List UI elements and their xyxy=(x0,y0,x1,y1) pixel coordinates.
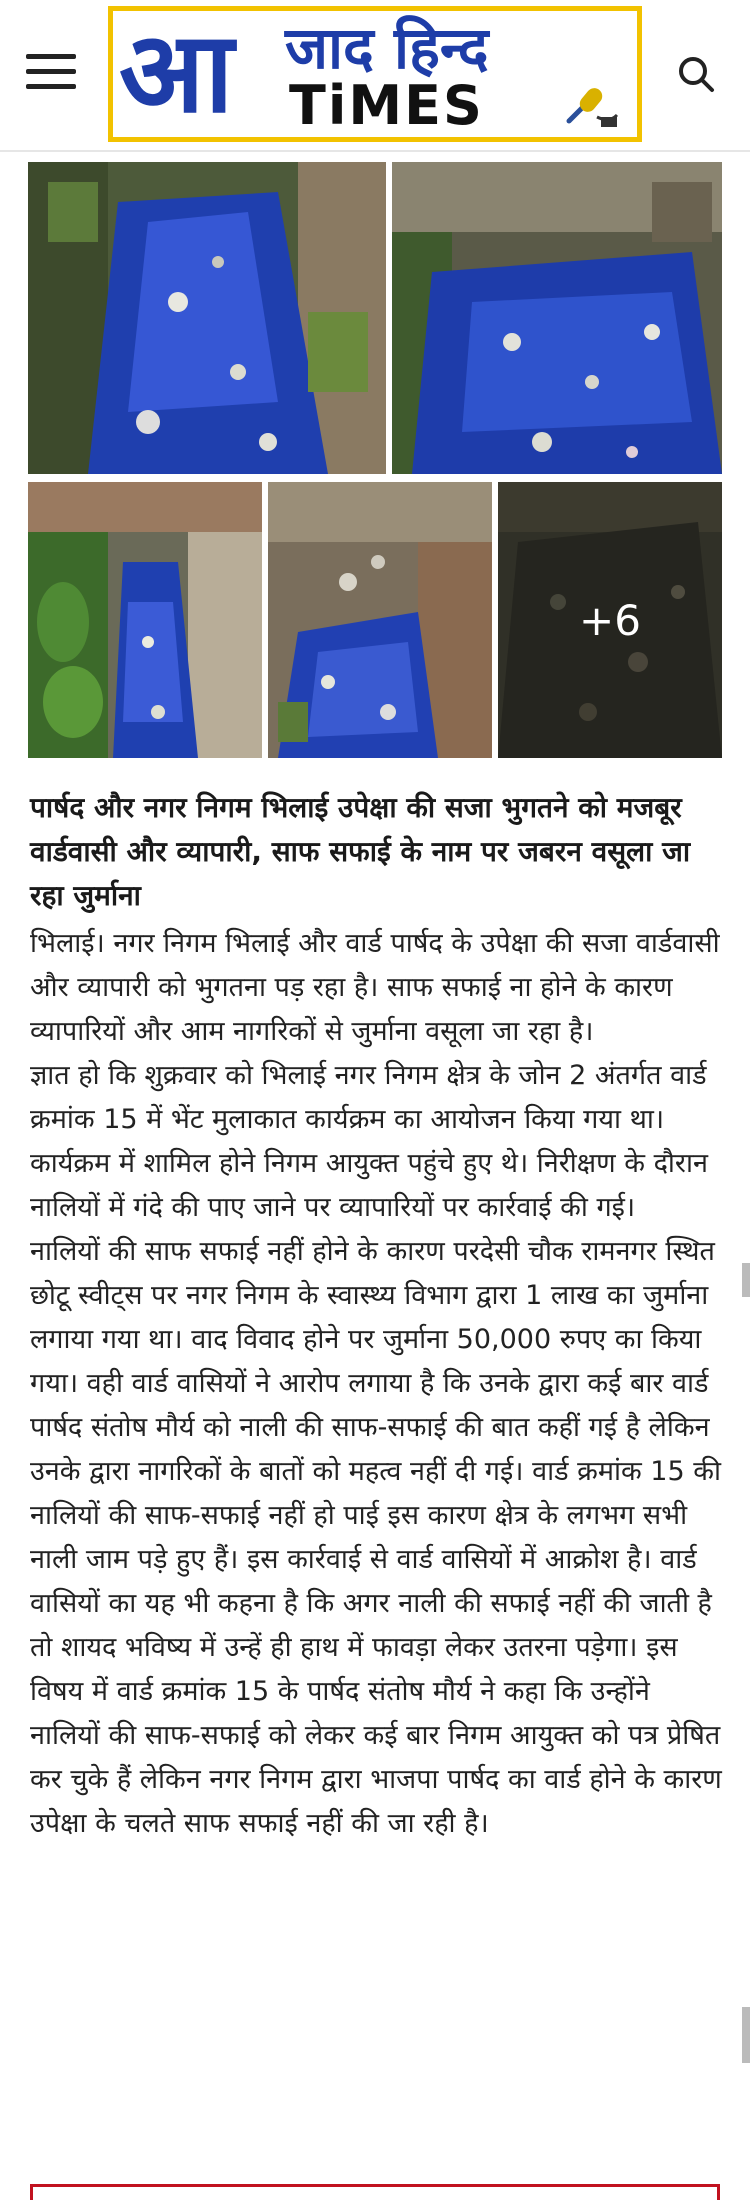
scroll-indicator[interactable] xyxy=(742,1263,750,1297)
logo-hindi-text: जाद हिन्द xyxy=(285,14,489,82)
article-paragraph-1: भिलाई। नगर निगम भिलाई और वार्ड पार्षद के उपेक्षा की सजा वार्डवासी और व्यापारी को भुगतना पड़ रहा है। साफ सफाई ना होने के कारण व्यापारियों और आम नागरिकों से जुर्माना वसूला जा रहा है। xyxy=(30,928,720,1047)
article-paragraph-2: ज्ञात हो कि शुक्रवार को भिलाई नगर निगम क्षेत्र के जोन 2 अंतर्गत वार्ड क्रमांक 15 में भेंट मुलाकात कार्यक्रम का आयोजन किया गया था। कार्यक्रम में शामिल होने निगम आयुक्त पहुंचे हुए थे। निरीक्षण के दौरान नालियों में गंदे की पाए जाने पर व्यापारियों पर कार्रवाई की गई। xyxy=(30,1060,708,1223)
gallery-more-photos[interactable] xyxy=(498,482,722,758)
logo-times-text: TiMES xyxy=(289,74,484,137)
more-photos-count: +6 xyxy=(498,482,722,758)
search-icon[interactable] xyxy=(672,50,722,100)
gallery-photo-1[interactable] xyxy=(28,162,386,474)
footer-box-edge xyxy=(30,2184,720,2200)
scroll-indicator-lower[interactable] xyxy=(742,2007,750,2063)
microphone-icon xyxy=(561,77,621,133)
hamburger-menu-icon[interactable] xyxy=(26,54,76,96)
gallery-photo-2[interactable] xyxy=(392,162,722,474)
gallery-photo-4[interactable] xyxy=(268,482,492,758)
article-headline: पार्षद और नगर निगम भिलाई उपेक्षा की सजा भुगतने को मजबूर वार्डवासी और व्यापारी, साफ सफाई के नाम पर जबरन वसूला जा रहा जुर्माना xyxy=(30,791,691,912)
article-body xyxy=(30,922,724,1846)
article-paragraph-3: नालियों की साफ सफाई नहीं होने के कारण परदेसी चौक रामनगर स्थित छोटू स्वीट्स पर नगर निगम के स्वास्थ्य विभाग द्वारा 1 लाख का जुर्माना लगाया गया था। वाद विवाद होने पर जुर्माना 50,000 रुपए का किया गया। वही वार्ड वासियों ने आरोप लगाया है कि उनके द्वारा कई बार वार्ड पार्षद संतोष मौर्य को नाली की साफ-सफाई की बात कहीं गई है लेकिन उनके द्वारा नागरिकों के बातों को महत्व नहीं दी गई। वार्ड क्रमांक 15 की नालियों की साफ-सफाई नहीं हो पाई इस कारण क्षेत्र के लगभग सभी नाली जाम पड़े हुए हैं। इस कार्रवाई से वार्ड वासियों में आक्रोश है। वार्ड वासियों का यह भी कहना है कि अगर नाली की सफाई नहीं की जाती है तो शायद भविष्य में उन्हें ही हाथ में फावड़ा लेकर उतरना पड़ेगा। इस विषय में वार्ड क्रमांक 15 के पार्षद संतोष मौर्य ने कहा कि उन्होंने नालियों की साफ-सफाई को लेकर कई बार निगम आयुक्त को पत्र प्रेषित कर चुके हैं लेकिन नगर निगम द्वारा भाजपा पार्षद का वार्ड होने के कारण उपेक्षा के चलते साफ सफाई नहीं की जा रही है। xyxy=(30,1236,722,1839)
logo-letter-aa: आ xyxy=(119,8,234,138)
photo-gallery xyxy=(28,162,722,758)
site-logo[interactable] xyxy=(108,6,642,142)
site-header xyxy=(0,0,750,152)
gallery-photo-3[interactable] xyxy=(28,482,262,758)
